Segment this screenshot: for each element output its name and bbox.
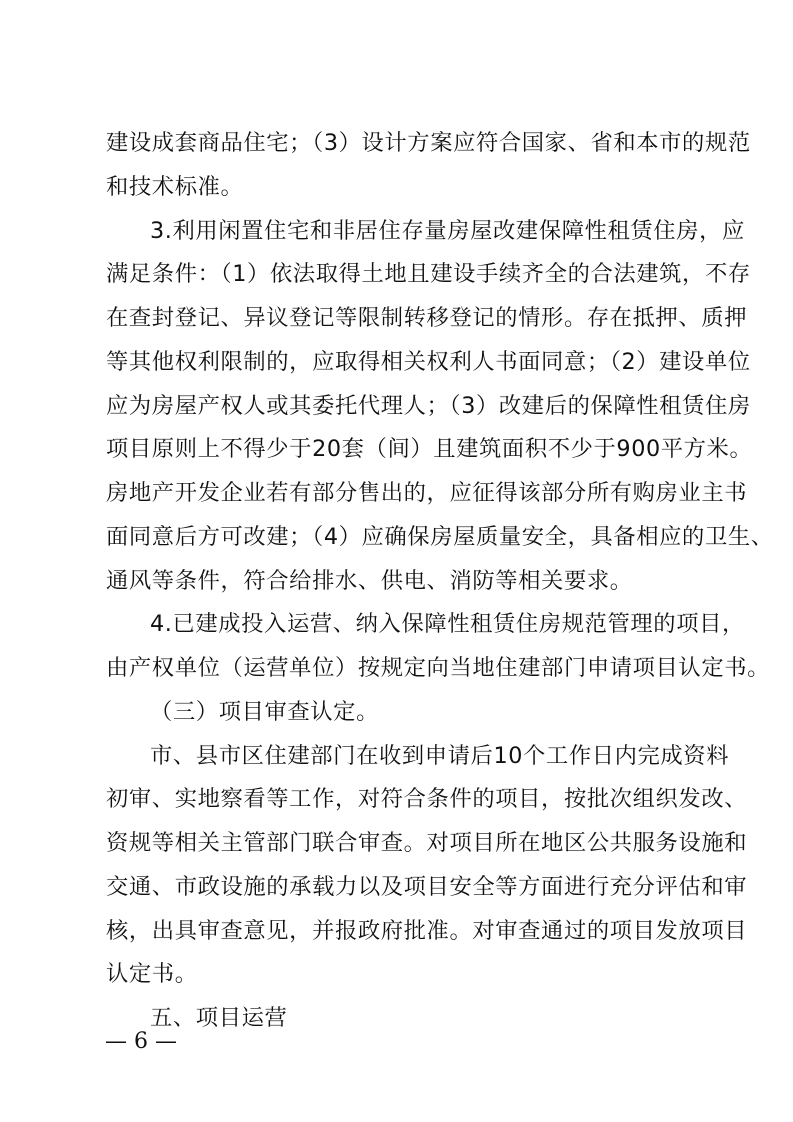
text-line: 资规等相关主管部门联合审查。对项目所在地区公共服务设施和 [106, 830, 748, 856]
text-line: 认定书。 [106, 961, 198, 987]
text-line: 面同意后方可改建；（4）应确保房屋质量安全，具备相应的卫生、 [106, 524, 774, 550]
text-line: 核，出具审查意见，并报政府批准。对审查通过的项目发放项目 [106, 918, 748, 944]
text-line: 房地产开发企业若有部分售出的，应征得该部分所有购房业主书 [106, 480, 748, 506]
text-line: 项目原则上不得少于20套（间）且建筑面积不少于900平方米。 [106, 436, 753, 462]
text-line: 应为房屋产权人或其委托代理人；（3）改建后的保障性租赁住房 [106, 393, 751, 419]
text-line: 市、县市区住建部门在收到申请后10个工作日内完成资料 [150, 743, 730, 769]
text-line: 在查封登记、异议登记等限制转移登记的情形。存在抵押、质押 [106, 305, 748, 331]
text-line: 和技术标准。 [106, 174, 244, 200]
page-number: — 6 — [105, 1029, 177, 1054]
section-heading: （三）项目审查认定。 [150, 699, 379, 725]
text-line: 通风等条件，符合给排水、供电、消防等相关要求。 [106, 568, 633, 594]
text-line: 4.已建成投入运营、纳入保障性租赁住房规范管理的项目， [150, 611, 745, 637]
text-line: 建设成套商品住宅；（3）设计方案应符合国家、省和本市的规范 [106, 130, 751, 156]
text-line: 3.利用闲置住宅和非居住存量房屋改建保障性租赁住房，应 [150, 218, 745, 244]
text-line: 初审、实地察看等工作，对符合条件的项目，按批次组织发改、 [106, 786, 748, 812]
text-line: 交通、市政设施的承载力以及项目安全等方面进行充分评估和审 [106, 874, 748, 900]
section-heading: 五、项目运营 [150, 1005, 288, 1031]
text-line: 等其他权利限制的，应取得相关权利人书面同意；（2）建设单位 [106, 349, 751, 375]
text-line: 满足条件：（1）依法取得土地且建设手续齐全的合法建筑，不存 [106, 261, 751, 287]
text-line: 由产权单位（运营单位）按规定向当地住建部门申请项目认定书。 [106, 655, 771, 681]
